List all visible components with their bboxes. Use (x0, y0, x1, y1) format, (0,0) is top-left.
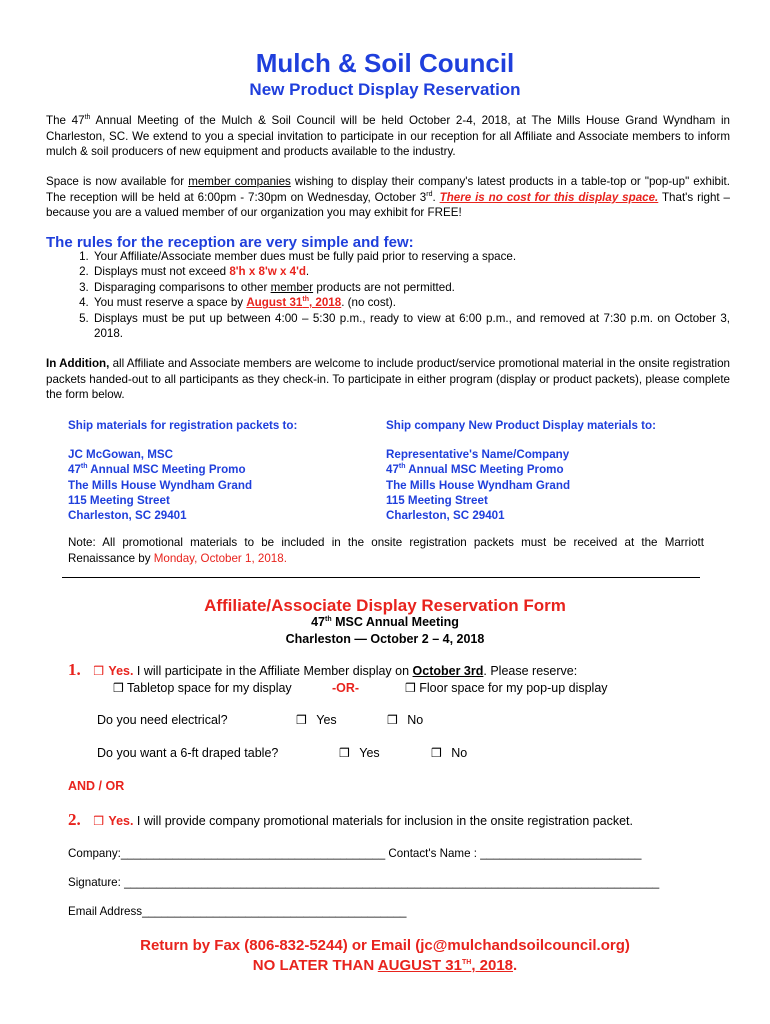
table-no: ❒ No (431, 746, 468, 760)
q1-yes-label: Yes. (108, 664, 134, 678)
divider (62, 577, 700, 578)
ship-display-heading: Ship company New Product Display materials to: (386, 419, 656, 432)
signature-field[interactable]: Signature: ___________________________________________________________________________________ (68, 876, 660, 889)
page-subtitle: New Product Display Reservation (249, 80, 521, 99)
electrical-no: ❒ No (387, 713, 424, 727)
return-instructions: Return by Fax (806-832-5244) or Email (jc@mulchandsoilcouncil.org) (140, 937, 630, 954)
table-question: Do you want a 6-ft draped table? (97, 746, 279, 760)
intro-paragraph: The 47th Annual Meeting of the Mulch & Soil Council will be held October 2-4, 2018, at The Mills House Grand Wyndham in Charleston, SC. We extend to you a special invitation to participate in our reception for all Affiliate and Associate members to inform mulch & soil producers of new equipment and products available to the industry. (46, 114, 730, 159)
email-field[interactable]: Email Address_________________________________________ (68, 905, 407, 918)
rule-item: 4. You must reserve a space by August 31th, 2018. (no cost). (92, 295, 730, 310)
checkbox-icon[interactable]: ❒ (296, 713, 307, 727)
or-separator: -OR- (332, 681, 360, 695)
addition-paragraph: In Addition, all Affiliate and Associate members are welcome to include product/service promotional material in the onsite registration packets handed-out to all participants as they check-in. To participate in either program (display or product packets), please complete the form below. (46, 357, 730, 402)
checkbox-icon[interactable]: ❒ (431, 746, 442, 760)
checkbox-icon[interactable]: ❒ (387, 713, 398, 727)
question-2: 2. ❒ Yes. I will provide company promotional materials for inclusion in the onsite registration packet. (68, 810, 633, 829)
form-title: Affiliate/Associate Display Reservation Form (204, 596, 566, 615)
rules-heading: The rules for the reception are very simple and few: (46, 234, 414, 251)
electrical-question: Do you need electrical? (97, 713, 228, 727)
member-companies-text: member companies (188, 175, 291, 188)
question-number: 1. (68, 660, 81, 679)
ship-packets-block: Ship materials for registration packets to: JC McGowan, MSC 47th Annual MSC Meeting Promo The Mills House Wyndham Grand 115 Meeting Street Charleston, SC 29401 (68, 418, 368, 523)
table-yes: ❒ Yes (339, 746, 380, 760)
checkbox-icon[interactable]: ❒ (339, 746, 350, 760)
deadline: NO LATER THAN AUGUST 31TH, 2018. (252, 957, 518, 974)
rule-item: 3. Disparaging comparisons to other member products are not permitted. (92, 280, 730, 295)
checkbox-icon[interactable]: ❒ (93, 664, 104, 678)
note-paragraph: Note: All promotional materials to be included in the onsite registration packets must be received at the Marriott Renaissance by Monday, October 1, 2018. (68, 536, 704, 565)
space-paragraph: Space is now available for member companies wishing to display their company's latest products in a table-top or "pop-up" exhibit. The reception will be held at 6:00pm - 7:30pm on Wednesday, October 3rd. There is no cost for this display space. That's right – because you are a valued member of our organization you may exhibit for FREE! (46, 175, 731, 220)
question-1: 1. ❒ Yes. I will participate in the Affiliate Member display on October 3rd. Please reserve: (68, 660, 578, 679)
rule-item: 1. Your Affiliate/Associate member dues must be fully paid prior to reserving a space. (92, 249, 730, 264)
checkbox-icon[interactable]: ❒ (405, 681, 416, 695)
checkbox-icon[interactable]: ❒ (113, 681, 124, 695)
page-title: Mulch & Soil Council (255, 48, 515, 78)
checkbox-icon[interactable]: ❒ (93, 814, 104, 828)
form-subtitle: 47th MSC Annual Meeting (311, 615, 459, 629)
tabletop-option: ❒ Tabletop space for my display (113, 681, 292, 695)
company-contact-field[interactable]: Company:_________________________________________ Contact's Name : _________________________ (68, 847, 642, 860)
ship-packets-heading: Ship materials for registration packets to: (68, 419, 298, 432)
q2-yes-label: Yes. (108, 814, 134, 828)
and-or-label: AND / OR (68, 779, 125, 793)
rules-list (46, 249, 730, 341)
electrical-yes: ❒ Yes (296, 713, 337, 727)
no-cost-notice: There is no cost for this display space. (439, 190, 659, 204)
floor-option: ❒ Floor space for my pop-up display (405, 681, 608, 695)
rule-item: 2. Displays must not exceed 8'h x 8'w x 4'd. (92, 264, 730, 279)
question-number: 2. (68, 810, 81, 829)
ship-display-block: Ship company New Product Display materials to: Representative's Name/Company 47th Annual MSC Meeting Promo The Mills House Wyndham Grand 115 Meeting Street Charleston, SC 29401 (386, 418, 726, 523)
rule-item: 5. Displays must be put up between 4:00 – 5:30 p.m., ready to view at 6:00 p.m., and removed at 7:30 p.m. on October 3, 2018. (92, 311, 730, 342)
form-dates: Charleston — October 2 – 4, 2018 (285, 632, 485, 646)
